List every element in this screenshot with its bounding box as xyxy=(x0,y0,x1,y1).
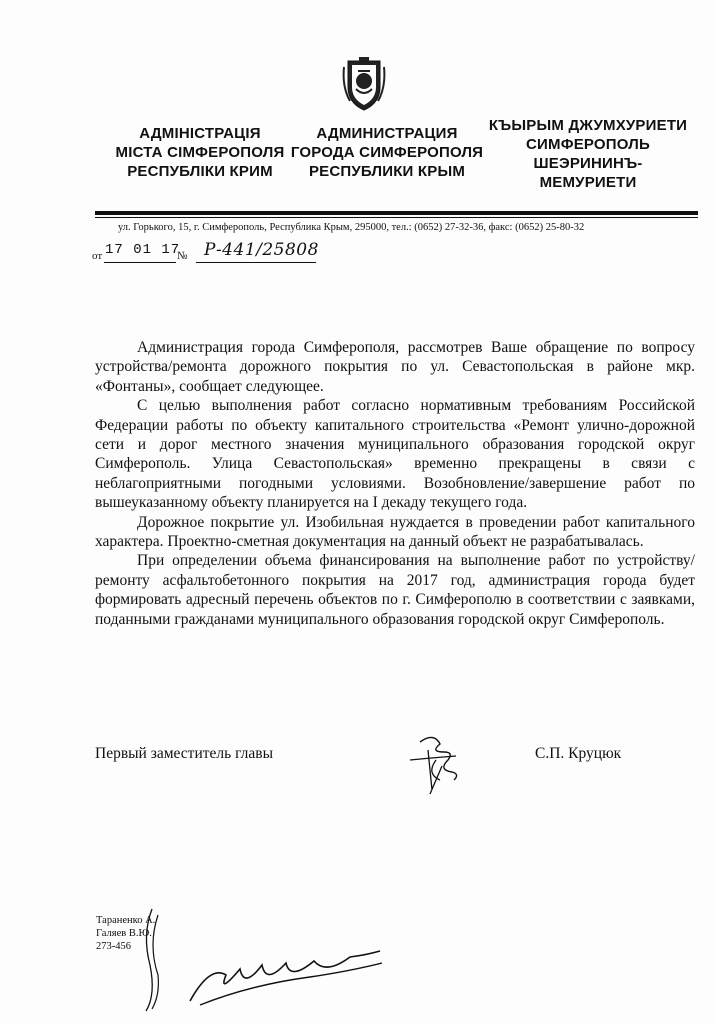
header-crh-line-3: ШЕЭРИНИНЪ- xyxy=(533,155,643,172)
header-crh-line-2: СИМФЕРОПОЛЬ xyxy=(526,136,650,153)
executor-phone: 273-456 xyxy=(96,941,131,952)
address-line: ул. Горького, 15, г. Симферополь, Республика Крым, 295000, тел.: (0652) 27-32-36, факс: (0652) 25-80-32 xyxy=(118,222,585,233)
signatory-title: Первый заместитель главы xyxy=(95,745,274,762)
header-ua-line-3: РЕСПУБЛІКИ КРИМ xyxy=(127,163,273,180)
handwritten-signature-icon xyxy=(400,730,470,800)
executor-1: Тараненко А. xyxy=(96,915,156,926)
header-ua-line-2: МІСТА СІМФЕРОПОЛЯ xyxy=(115,144,285,161)
header-crimean-tatar xyxy=(488,116,688,192)
executor-2: Галяев В.Ю. xyxy=(96,928,152,939)
number-label: № xyxy=(177,250,188,262)
number-underline xyxy=(196,262,316,263)
header-crh-line-4: МЕМУРИЕТИ xyxy=(539,174,637,191)
header-ru-line-1: АДМИНИСТРАЦИЯ xyxy=(316,125,458,142)
header-ua-line-1: АДМІНІСТРАЦІЯ xyxy=(139,125,261,142)
coat-of-arms-icon xyxy=(342,57,386,113)
registration-number: Р-441/25808 xyxy=(204,240,319,260)
registration-date: 17 01 17 xyxy=(105,242,181,258)
body-paragraph-4: При определении объема финансирования на выполнение работ по устройству/ремонту асфальтобетонного покрытия на 2017 год, администрация города будет формировать адресный перечень объектов по г. Симферополю в соответствии с заявками, поданными гражданами муниципального образования городской округ Симферополь. xyxy=(95,552,695,628)
header-russian xyxy=(287,124,487,181)
body-paragraph-3: Дорожное покрытие ул. Изобильная нуждается в проведении работ капитального характера. Проектно-сметная документация на данный объект не разрабатывалась. xyxy=(95,513,695,551)
date-underline xyxy=(104,262,176,263)
header-divider-thick xyxy=(95,211,698,215)
handwritten-mark-icon xyxy=(130,905,390,1015)
header-ru-line-3: РЕСПУБЛИКИ КРЫМ xyxy=(308,163,466,180)
header-crh-line-1: КЪЫРЫМ ДЖУМХУРИЕТИ xyxy=(488,117,688,134)
letter-body xyxy=(95,338,695,629)
registration-block xyxy=(92,240,392,266)
header-ukrainian xyxy=(105,124,295,181)
header-ru-line-2: ГОРОДА СИМФЕРОПОЛЯ xyxy=(290,144,484,161)
body-paragraph-2: С целью выполнения работ согласно нормативным требованиям Российской Федерации работы по объекту капитального строительства «Ремонт улично-дорожной сети и дорог местного значения муниципального образования городской округ Симферополь. Улица Севастопольская» временно прекращены в связи с неблагоприятными погодными условиями. Возобновление/завершение работ по вышеуказанному объекту планируется на I декаду текущего года. xyxy=(95,397,695,512)
body-paragraph-1: Администрация города Симферополя, рассмотрев Ваше обращение по вопросу устройства/ремонта дорожного покрытия по ул. Севастопольская в районе мкр. «Фонтаны», сообщает следующее. xyxy=(95,339,695,395)
signatory-name: С.П. Круцюк xyxy=(535,745,622,762)
header-divider-thin xyxy=(95,217,698,218)
date-label: от xyxy=(92,250,103,262)
